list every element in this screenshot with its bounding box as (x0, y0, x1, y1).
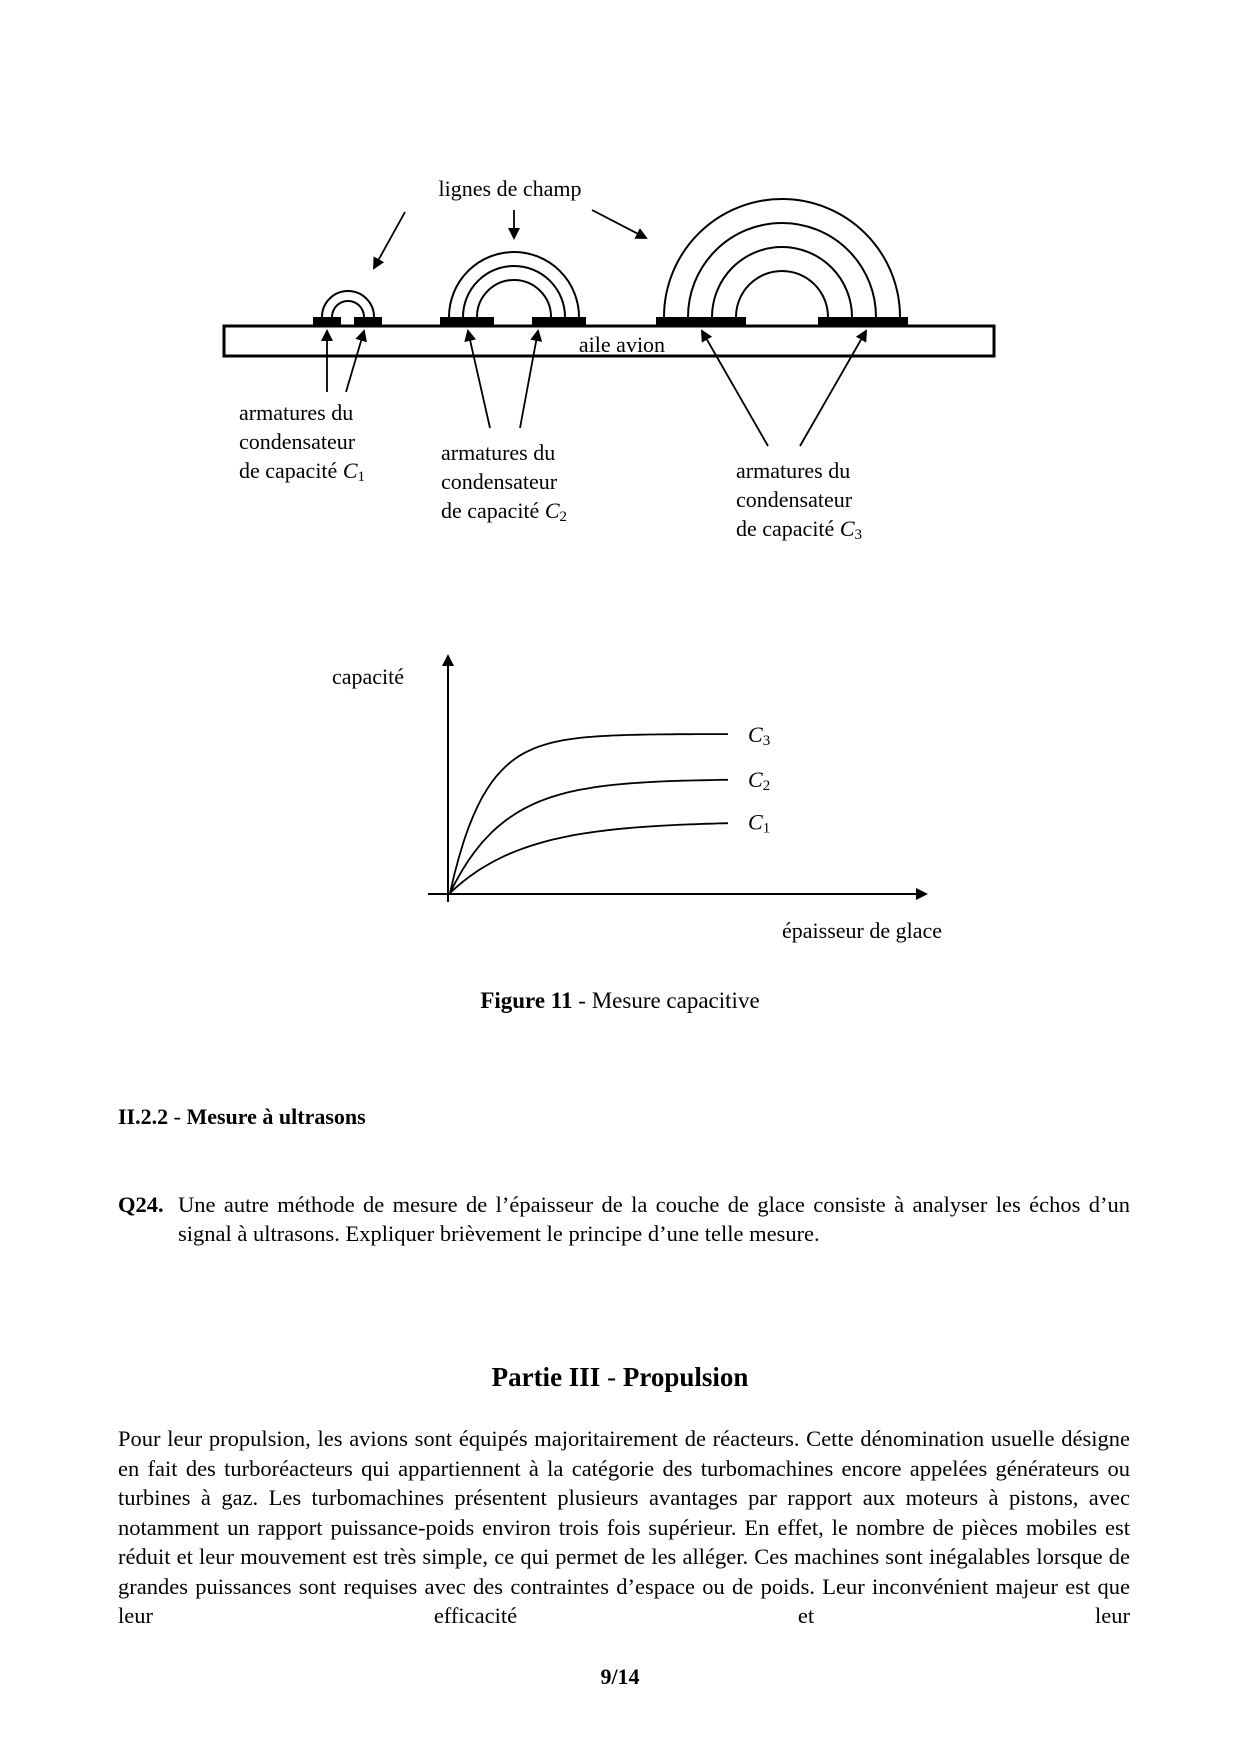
wing-label: aile avion (578, 332, 666, 357)
question-text: Une autre méthode de mesure de l’épaisseur de la couche de glace consiste à analyser les échos d’un signal à ultrasons. Expliquer brièvement le principe d’une telle mesure. (178, 1192, 1130, 1246)
field-line-c2-inner (477, 280, 551, 317)
field-lines (322, 199, 900, 317)
capacitor-labels (239, 400, 862, 543)
plate-c2-left (440, 317, 494, 327)
part-title: Partie III - Propulsion (491, 1362, 749, 1392)
c2-label-line1: armatures du (441, 440, 556, 465)
c2-label-line3: de capacité C2 (441, 498, 567, 525)
figure-caption: Figure 11 - Mesure capacitive (480, 988, 760, 1013)
curve-C3 (450, 734, 728, 893)
field-line-c2-outer (449, 252, 579, 317)
arrow-c2-right (520, 331, 538, 428)
field-line-c1-inner (332, 301, 364, 317)
label-C1: C1 (748, 809, 771, 837)
arrow-c3-left (702, 331, 768, 446)
field-line-c3-3 (712, 247, 852, 317)
plate-c2-right (532, 317, 586, 327)
arrow-c3-right (800, 331, 866, 446)
field-line-c1-outer (322, 291, 374, 317)
label-C3: C3 (748, 722, 771, 749)
label-C2: C2 (748, 767, 771, 794)
arrow-c1-right (346, 331, 364, 392)
x-axis-label: épaisseur de glace (781, 918, 943, 943)
question-number: Q24. (118, 1192, 164, 1217)
arrow-c2-left (468, 331, 490, 428)
c3-label-line3: de capacité C3 (736, 516, 862, 543)
body-paragraph: Pour leur propulsion, les avions sont équipés majoritairement de réacteurs. Cette dénomination usuelle désigne en fait des turboréacteurs qui appartiennent à la catégorie des turbomachines encore appelées générateurs ou turbines à gaz. Les turbomachines présentent plusieurs avantages par rapport aux moteurs à pistons, avec notamment un rapport puissance-poids environ trois fois supérieur. En effet, le nombre de pièces mobiles est réduit et leur mouvement est très simple, ce qui permet de les alléger. Ces machines sont inégalables lorsque de grandes puissances sont requises avec des contraintes d’espace ou de poids. Leur inconvénient majeur est que leur efficacité et leur (118, 1426, 1130, 1628)
field-lines-arrows (374, 210, 646, 268)
question-q24 (118, 1190, 1130, 1248)
arrow-to-c1-lines (374, 212, 405, 268)
curve-C2 (450, 780, 728, 893)
field-lines-label: lignes de champ (438, 176, 582, 201)
c1-label-line2: condensateur (239, 429, 356, 454)
page-number: 9/14 (600, 1664, 640, 1689)
c3-label-line2: condensateur (736, 487, 853, 512)
field-line-c3-inner (736, 271, 828, 317)
arrow-to-c3-lines (592, 210, 646, 238)
c1-label-line3: de capacité C1 (239, 458, 365, 485)
capacity-chart (332, 656, 942, 943)
plate-c3-right (818, 317, 908, 327)
y-axis-label: capacité (331, 664, 405, 689)
c3-label-line1: armatures du (736, 458, 851, 483)
plate-c1-left (313, 317, 341, 327)
c2-label-line2: condensateur (441, 469, 558, 494)
plate-c3-left (656, 317, 746, 327)
field-line-c3-outer (664, 199, 900, 317)
plate-c1-right (354, 317, 382, 327)
c1-label-line1: armatures du (239, 400, 354, 425)
section-heading: II.2.2 - Mesure à ultrasons (118, 1104, 366, 1129)
